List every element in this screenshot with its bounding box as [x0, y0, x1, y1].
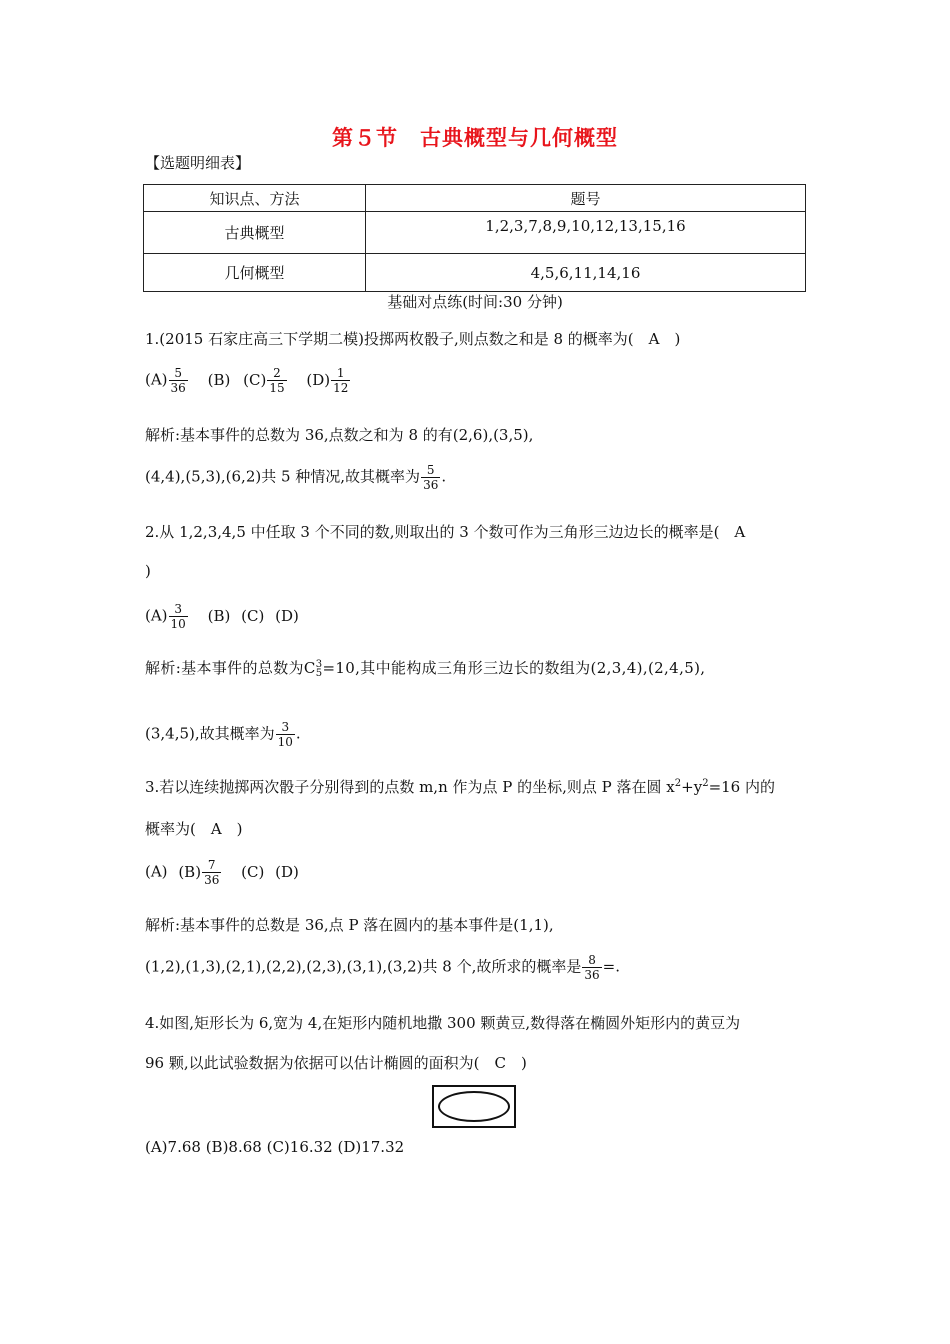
q1-stem: 1.(2015 石家庄高三下学期二模)投掷两枚骰子,则点数之和是 8 的概率为( A ): [145, 330, 681, 348]
q1-solution-line1: 解析:基本事件的总数为 36,点数之和为 8 的有(2,6),(3,5),: [145, 426, 534, 444]
q2-solution-fraction: $\frac{3}{10}$: [277, 720, 293, 749]
q1-options: [145, 366, 351, 395]
q1-option-a-fraction: $\frac{5}{36}$: [170, 366, 186, 395]
q4-stem-line1: 4.如图,矩形长为 6,宽为 4,在矩形内随机地撒 300 颗黄豆,数得落在椭圆外矩形内的黄豆为: [145, 1014, 741, 1032]
q3-solution-fraction: $\frac{8}{36}$: [584, 953, 600, 982]
q3-stem-line1: 3.若以连续抛掷两次骰子分别得到的点数 m,n 作为点 P 的坐标,则点 P 落在圆 $x^2+y^2=16$ 内的: [145, 778, 775, 796]
q3-options: [145, 858, 299, 887]
q3-solution-line2: (1,2),(1,3),(2,1),(2,2),(2,3),(3,1),(3,2)共 8 个,故所求的概率是 $\frac{8}{36}$ =.: [145, 953, 620, 982]
q3-option-b-fraction: $\frac{7}{36}$: [204, 858, 220, 887]
q1-option-a: (A): [145, 370, 168, 389]
q1-option-d-fraction: $\frac{1}{12}$: [333, 366, 349, 395]
q2-options: [145, 602, 299, 631]
q2-stem-line2: ): [145, 562, 151, 580]
q1-solution-line2: (4,4),(5,3),(6,2)共 5 种情况,故其概率为 $\frac{5}{36}$ .: [145, 463, 447, 492]
page-title: 第５节 古典概型与几何概型: [332, 125, 618, 150]
q1-option-c: (C): [243, 370, 267, 389]
table-header-topic: 知识点、方法: [144, 185, 366, 212]
q2-option-d: (D): [275, 606, 299, 625]
q4-options: (A)7.68 (B)8.68 (C)16.32 (D)17.32: [145, 1138, 405, 1156]
table-header-row: [144, 185, 806, 212]
table-cell-topic: 几何概型: [144, 254, 366, 292]
q3-option-d: (D): [275, 862, 299, 881]
q2-option-a: (A): [145, 606, 168, 625]
q2-solution-line1: 解析:基本事件的总数为C 3 5 =10,其中能构成三角形三边长的数组为(2,3,4),(2,4,5),: [145, 659, 706, 679]
q2-solution-line2: (3,4,5),故其概率为 $\frac{3}{10}$ .: [145, 720, 301, 749]
table-header-numbers: 题号: [366, 185, 806, 212]
q2-option-b: (B): [207, 606, 231, 625]
q2-option-c: (C): [241, 606, 265, 625]
table-row: [144, 212, 806, 254]
q3-option-b: (B): [178, 862, 202, 881]
rectangle-ellipse-figure: [432, 1085, 516, 1128]
q3-stem-line2: 概率为( A ): [145, 820, 243, 838]
q1-option-c-fraction: $\frac{2}{15}$: [269, 366, 285, 395]
table-cell-numbers: 1,2,3,7,8,9,10,12,13,15,16: [366, 212, 806, 254]
q3-option-a: (A): [145, 862, 168, 881]
ellipse-shape: [438, 1091, 510, 1122]
table-cell-numbers: 4,5,6,11,14,16: [366, 254, 806, 292]
q3-solution-line1: 解析:基本事件的总数是 36,点 P 落在圆内的基本事件是(1,1),: [145, 916, 554, 934]
section-label: 【选题明细表】: [145, 154, 251, 172]
q2-stem-line1: 2.从 1,2,3,4,5 中任取 3 个不同的数,则取出的 3 个数可作为三角形三边边长的概率是( A: [145, 523, 746, 541]
q2-option-a-fraction: $\frac{3}{10}$: [170, 602, 186, 631]
q3-option-c: (C): [241, 862, 265, 881]
q1-option-b: (B): [207, 370, 231, 389]
q1-option-d: (D): [306, 370, 331, 389]
practice-header: 基础对点练(时间:30 分钟): [387, 293, 563, 311]
q1-solution-fraction: $\frac{5}{36}$: [423, 463, 439, 492]
table-row: [144, 254, 806, 292]
q4-stem-line2: 96 颗,以此试验数据为依据可以估计椭圆的面积为( C ): [145, 1054, 527, 1072]
topic-table: [143, 184, 806, 292]
table-cell-topic: 古典概型: [144, 212, 366, 254]
